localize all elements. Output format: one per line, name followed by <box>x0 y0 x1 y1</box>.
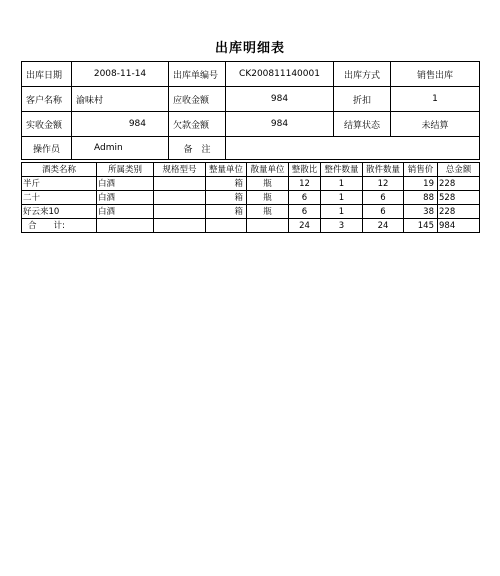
total-label: 合 计: <box>22 219 97 233</box>
column-header: 整件数量 <box>321 163 363 177</box>
item-whole-unit: 箱 <box>206 191 247 205</box>
items-header-row <box>22 163 480 177</box>
item-ratio: 6 <box>289 205 321 219</box>
header-row <box>22 112 480 137</box>
items-table <box>21 162 480 233</box>
item-name: 半斤 <box>22 177 97 191</box>
item-loose-unit: 瓶 <box>247 177 289 191</box>
item-amount: 228 <box>438 205 480 219</box>
total-row <box>22 219 480 233</box>
header-table <box>21 61 480 160</box>
item-loose-qty: 6 <box>363 205 404 219</box>
item-category: 白酒 <box>97 205 154 219</box>
item-price: 88 <box>404 191 438 205</box>
total-empty-cell <box>97 219 154 233</box>
header-row <box>22 137 480 160</box>
item-name: 好云来10 <box>22 205 97 219</box>
total-loose-qty: 24 <box>363 219 404 233</box>
column-header: 总金额 <box>438 163 480 177</box>
total-amount: 984 <box>438 219 480 233</box>
date-value: 2008-11-14 <box>72 62 169 87</box>
header-row <box>22 62 480 87</box>
column-header: 散量单位 <box>247 163 289 177</box>
item-loose-qty: 6 <box>363 191 404 205</box>
remark-label: 备 注 <box>169 137 226 160</box>
customer-label: 客户名称 <box>22 87 72 112</box>
item-price: 19 <box>404 177 438 191</box>
receivable-label: 应收金额 <box>169 87 226 112</box>
receivable-value: 984 <box>226 87 334 112</box>
item-price: 38 <box>404 205 438 219</box>
settle-value: 未结算 <box>391 112 480 137</box>
total-empty-cell <box>247 219 289 233</box>
column-header: 销售价 <box>404 163 438 177</box>
order-no-value: CK200811140001 <box>226 62 334 87</box>
item-ratio: 6 <box>289 191 321 205</box>
owed-label: 欠款金额 <box>169 112 226 137</box>
item-category: 白酒 <box>97 191 154 205</box>
settle-label: 结算状态 <box>334 112 391 137</box>
received-value: 984 <box>72 112 169 137</box>
item-spec <box>154 205 206 219</box>
item-whole-qty: 1 <box>321 191 363 205</box>
total-price: 145 <box>404 219 438 233</box>
item-spec <box>154 191 206 205</box>
item-category: 白酒 <box>97 177 154 191</box>
method-value: 销售出库 <box>391 62 480 87</box>
document-title: 出库明细表 <box>214 41 285 56</box>
total-empty-cell <box>206 219 247 233</box>
header-row <box>22 87 480 112</box>
total-ratio: 24 <box>289 219 321 233</box>
discount-label: 折扣 <box>334 87 391 112</box>
item-spec <box>154 177 206 191</box>
item-name: 二十 <box>22 191 97 205</box>
method-label: 出库方式 <box>334 62 391 87</box>
item-loose-unit: 瓶 <box>247 205 289 219</box>
customer-value: 渝味村 <box>72 87 169 112</box>
column-header: 整量单位 <box>206 163 247 177</box>
total-empty-cell <box>154 219 206 233</box>
date-label: 出库日期 <box>22 62 72 87</box>
table-row <box>22 191 480 205</box>
table-row <box>22 177 480 191</box>
column-header: 整散比 <box>289 163 321 177</box>
item-amount: 528 <box>438 191 480 205</box>
total-whole-qty: 3 <box>321 219 363 233</box>
discount-value: 1 <box>391 87 480 112</box>
item-amount: 228 <box>438 177 480 191</box>
item-loose-unit: 瓶 <box>247 191 289 205</box>
column-header: 酒类名称 <box>22 163 97 177</box>
item-whole-unit: 箱 <box>206 177 247 191</box>
column-header: 所属类别 <box>97 163 154 177</box>
column-header: 规格型号 <box>154 163 206 177</box>
owed-value: 984 <box>226 112 334 137</box>
received-label: 实收金额 <box>22 112 72 137</box>
table-row <box>22 205 480 219</box>
order-no-label: 出库单编号 <box>169 62 226 87</box>
operator-value: Admin <box>72 137 169 160</box>
item-loose-qty: 12 <box>363 177 404 191</box>
remark-value <box>226 137 480 160</box>
item-whole-unit: 箱 <box>206 205 247 219</box>
item-whole-qty: 1 <box>321 205 363 219</box>
item-whole-qty: 1 <box>321 177 363 191</box>
operator-label: 操作员 <box>22 137 72 160</box>
column-header: 散件数量 <box>363 163 404 177</box>
item-ratio: 12 <box>289 177 321 191</box>
